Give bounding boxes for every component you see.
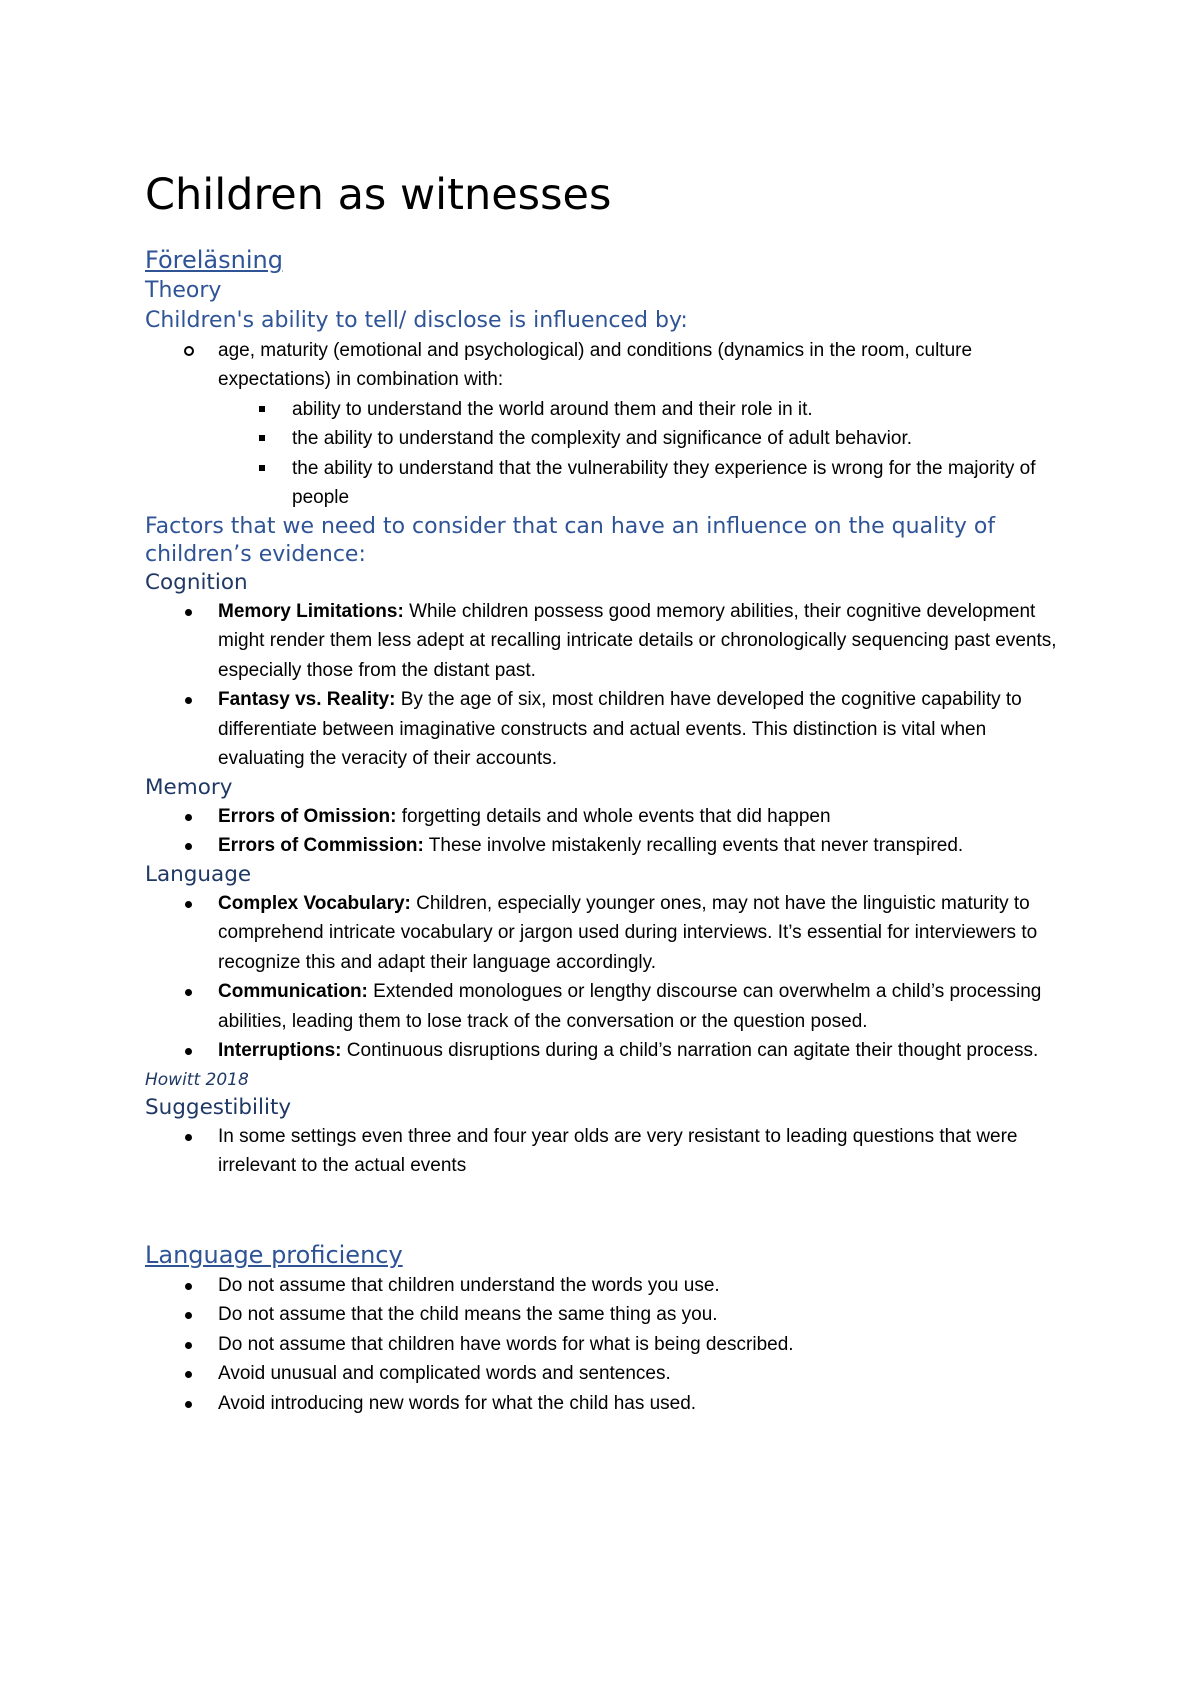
- item-text: While children possess good memory abilities, their cognitive development might render them less adept at recalling intricate details or chronologically sequencing past events, especially those from the distant past.: [218, 600, 1057, 681]
- list-item-text: Do not assume that the child means the same thing as you.: [218, 1304, 718, 1326]
- circle-bullet-icon: [184, 346, 194, 356]
- list-item: [145, 889, 1075, 978]
- item-label: Complex Vocabulary:: [218, 892, 411, 914]
- list-item: [145, 1389, 1075, 1419]
- heading-ability: Children's ability to tell/ disclose is influenced by:: [145, 307, 688, 333]
- list-item: [145, 1330, 1075, 1360]
- list-item: [145, 1036, 1075, 1066]
- item-label: Fantasy vs. Reality:: [218, 689, 396, 711]
- list-item-text: ability to understand the world around them and their role in it.: [292, 398, 813, 420]
- section-heading-forelasning: Föreläsning: [145, 245, 283, 274]
- memory-list: [145, 802, 1075, 861]
- list-item-text: Avoid introducing new words for what the child has used.: [218, 1392, 697, 1414]
- bullet-icon: [185, 814, 192, 821]
- list-item-text: Do not assume that children understand the words you use.: [218, 1274, 720, 1296]
- heading-memory: Memory: [145, 774, 233, 800]
- page-title: Children as witnesses: [145, 170, 612, 220]
- bullet-icon: [185, 1371, 192, 1378]
- list-item: [145, 1300, 1075, 1330]
- heading-factors: Factors that we need to consider that can have an influence on the quality of children’s evidence:: [145, 513, 996, 567]
- citation: Howitt 2018: [145, 1069, 249, 1090]
- bullet-icon: [185, 1283, 192, 1290]
- language-list: [145, 889, 1075, 1066]
- square-bullet-icon: [259, 465, 265, 471]
- bullet-icon: [185, 843, 192, 850]
- item-text: Extended monologues or lengthy discourse can overwhelm a child’s processing abilities, leading them to lose track of the conversation or the question posed.: [218, 981, 1042, 1032]
- item-label: Errors of Omission:: [218, 805, 397, 827]
- heading-language: Language: [145, 861, 252, 887]
- language-proficiency-list: [145, 1271, 1075, 1419]
- item-label: Memory Limitations:: [218, 600, 404, 622]
- square-bullet-icon: [259, 406, 265, 412]
- list-item: [145, 802, 1075, 832]
- item-label: Interruptions:: [218, 1040, 342, 1062]
- list-item: [145, 685, 1075, 774]
- item-text: Continuous disruptions during a child’s narration can agitate their thought process.: [341, 1040, 1039, 1062]
- list-item: [145, 395, 1075, 425]
- list-item: [145, 1122, 1075, 1181]
- list-item: [145, 597, 1075, 686]
- list-item: [145, 1271, 1075, 1301]
- ability-sublist: [145, 395, 1075, 513]
- list-item: [145, 336, 1075, 395]
- bullet-icon: [185, 1342, 192, 1349]
- list-item: [145, 424, 1075, 454]
- list-item-text: the ability to understand the complexity and significance of adult behavior.: [292, 428, 912, 450]
- spacer: [145, 1181, 1075, 1239]
- bullet-icon: [185, 901, 192, 908]
- item-text: These involve mistakenly recalling events that never transpired.: [423, 835, 964, 857]
- item-label: Communication:: [218, 981, 368, 1003]
- suggestibility-list: [145, 1122, 1075, 1181]
- section-heading-language-proficiency: Language proficiency: [145, 1240, 403, 1269]
- list-item: [145, 831, 1075, 861]
- bullet-icon: [185, 989, 192, 996]
- ability-list: [145, 336, 1075, 395]
- bullet-icon: [185, 1134, 192, 1141]
- item-text: Children, especially younger ones, may not have the linguistic maturity to comprehend intricate vocabulary or jargon used during interviews. It’s essential for interviewers to recognize this and adapt their language accordingly.: [218, 892, 1038, 973]
- bullet-icon: [185, 1401, 192, 1408]
- cognition-list: [145, 597, 1075, 774]
- list-item-text: In some settings even three and four year olds are very resistant to leading questions that were irrelevant to the actual events: [218, 1125, 1018, 1177]
- item-text: By the age of six, most children have developed the cognitive capability to differentiate between imaginative constructs and actual events. This distinction is vital when evaluating the veracity of their accounts.: [218, 689, 1022, 770]
- bullet-icon: [185, 609, 192, 616]
- heading-theory: Theory: [145, 277, 222, 303]
- list-item-text: the ability to understand that the vulnerability they experience is wrong for the majority of people: [292, 457, 1036, 509]
- item-label: Errors of Commission:: [218, 835, 424, 857]
- item-text: forgetting details and whole events that did happen: [396, 805, 831, 827]
- bullet-icon: [185, 1048, 192, 1055]
- heading-suggestibility: Suggestibility: [145, 1094, 292, 1120]
- list-item: [145, 977, 1075, 1036]
- list-item: [145, 454, 1075, 513]
- list-item-text: age, maturity (emotional and psychological) and conditions (dynamics in the room, culture expectations) in combination with:: [218, 339, 973, 391]
- bullet-icon: [185, 697, 192, 704]
- list-item-text: Do not assume that children have words for what is being described.: [218, 1333, 794, 1355]
- heading-cognition: Cognition: [145, 569, 248, 595]
- square-bullet-icon: [259, 435, 265, 441]
- list-item: [145, 1359, 1075, 1389]
- list-item-text: Avoid unusual and complicated words and sentences.: [218, 1363, 671, 1385]
- document-content: [145, 170, 1075, 1418]
- bullet-icon: [185, 1312, 192, 1319]
